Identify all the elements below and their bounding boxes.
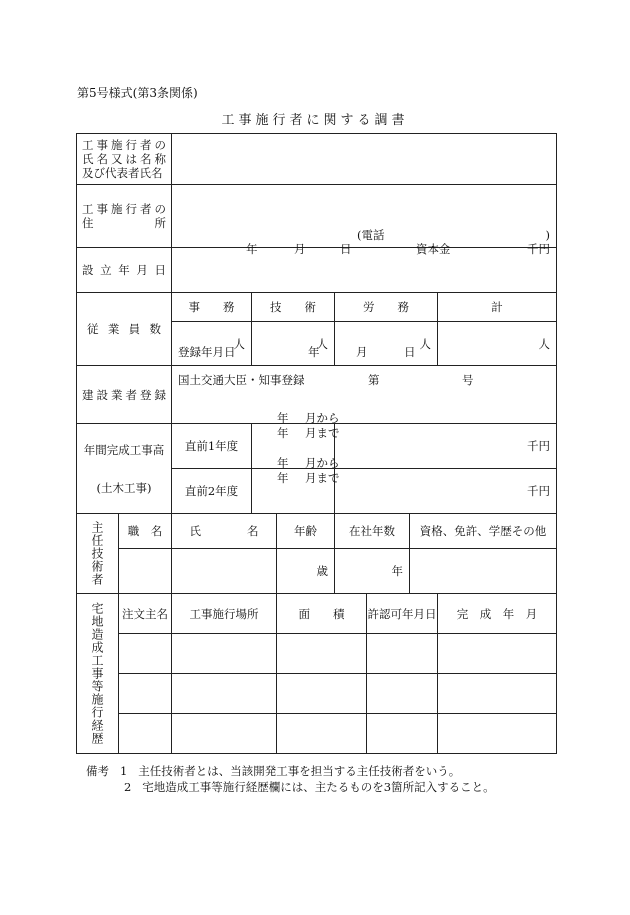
labor-staff-header: 労 務 [335, 293, 438, 322]
name-field[interactable] [172, 134, 557, 185]
survey-form-table [76, 133, 557, 754]
fullname-header: 氏 名 [172, 514, 277, 549]
history-row-1 [77, 634, 557, 674]
client-field[interactable] [119, 634, 172, 674]
age-field[interactable]: 歳 [277, 549, 335, 594]
employees-label: 従業員数 [77, 293, 172, 366]
establishment-field[interactable]: 年 月 日 資本金 千円 [172, 248, 557, 293]
row-name [77, 134, 557, 185]
prev-year-2-period[interactable]: 年 月から 年 月まで [252, 469, 335, 514]
row-establishment [77, 248, 557, 293]
annual-label: 年間完成工事高 (土木工事) [77, 424, 172, 514]
prev-year-1-period[interactable]: 年 月から 年 月まで [252, 424, 335, 469]
prev-year-1-label: 直前1年度 [172, 424, 252, 469]
qualification-header: 資格、免許、学歴その他 [410, 514, 557, 549]
office-staff-count[interactable]: 人 [172, 322, 252, 366]
row-history-header [77, 594, 557, 634]
age-header: 年齢 [277, 514, 335, 549]
form-number: 第5号様式(第3条関係) [77, 86, 198, 100]
document-title: 工事施行者に関する調書 [221, 113, 409, 128]
completion-header: 完 成 年 月 [438, 594, 557, 634]
area-header: 面 積 [277, 594, 367, 634]
address-field[interactable] [172, 185, 557, 248]
qualification-field[interactable] [410, 549, 557, 594]
fullname-field[interactable] [172, 549, 277, 594]
client-field[interactable] [119, 714, 172, 754]
office-staff-header: 事 務 [172, 293, 252, 322]
name-label: 工事施行者の 氏名又は名称 及び代表者氏名 [77, 134, 172, 185]
technical-staff-header: 技 術 [252, 293, 335, 322]
prev-year-1-amount[interactable]: 千円 [335, 424, 557, 469]
site-field[interactable] [172, 674, 277, 714]
total-staff-header: 計 [438, 293, 557, 322]
area-field[interactable] [277, 634, 367, 674]
registration-field[interactable]: 登録年月日 年 月 日 国土交通大臣・知事登録 第 号 [172, 366, 557, 424]
history-label: 宅地造成工事等施行経歴 [77, 594, 119, 754]
row-chief-values [77, 549, 557, 594]
client-field[interactable] [119, 674, 172, 714]
notes [86, 763, 495, 795]
completion-field[interactable] [438, 714, 557, 754]
permit-date-header: 許認可年月日 [367, 594, 438, 634]
position-header: 職 名 [119, 514, 172, 549]
completion-field[interactable] [438, 674, 557, 714]
total-staff-count[interactable]: 人 [438, 322, 557, 366]
note-1: 備考 1 主任技術者とは、当該開発工事を担当する主任技術者をいう。 [86, 764, 461, 778]
technical-staff-count[interactable]: 人 [252, 322, 335, 366]
site-field[interactable] [172, 714, 277, 754]
row-address [77, 185, 557, 248]
completion-field[interactable] [438, 634, 557, 674]
area-field[interactable] [277, 674, 367, 714]
row-chief-header [77, 514, 557, 549]
site-field[interactable] [172, 634, 277, 674]
establishment-label: 設立年月日 [77, 248, 172, 293]
address-label: 工事施行者の 住 所 [77, 185, 172, 248]
permit-date-field[interactable] [367, 634, 438, 674]
registration-label: 建設業者登録 [77, 366, 172, 424]
permit-date-field[interactable] [367, 714, 438, 754]
permit-date-field[interactable] [367, 674, 438, 714]
client-header: 注文主名 [119, 594, 172, 634]
prev-year-2-amount[interactable]: 千円 [335, 469, 557, 514]
tenure-header: 在社年数 [335, 514, 410, 549]
prev-year-2-label: 直前2年度 [172, 469, 252, 514]
site-header: 工事施行場所 [172, 594, 277, 634]
chief-engineer-label: 主任技術者 [77, 514, 119, 594]
area-field[interactable] [277, 714, 367, 754]
history-row-2 [77, 674, 557, 714]
note-2: 2 宅地造成工事等施行経歴欄には、主たるものを3箇所記入すること。 [124, 780, 495, 794]
row-employees-header [77, 293, 557, 322]
history-row-3 [77, 714, 557, 754]
tenure-field[interactable]: 年 [335, 549, 410, 594]
phone-label: (電話 ) [357, 228, 551, 242]
labor-staff-count[interactable]: 人 [335, 322, 438, 366]
position-field[interactable] [119, 549, 172, 594]
